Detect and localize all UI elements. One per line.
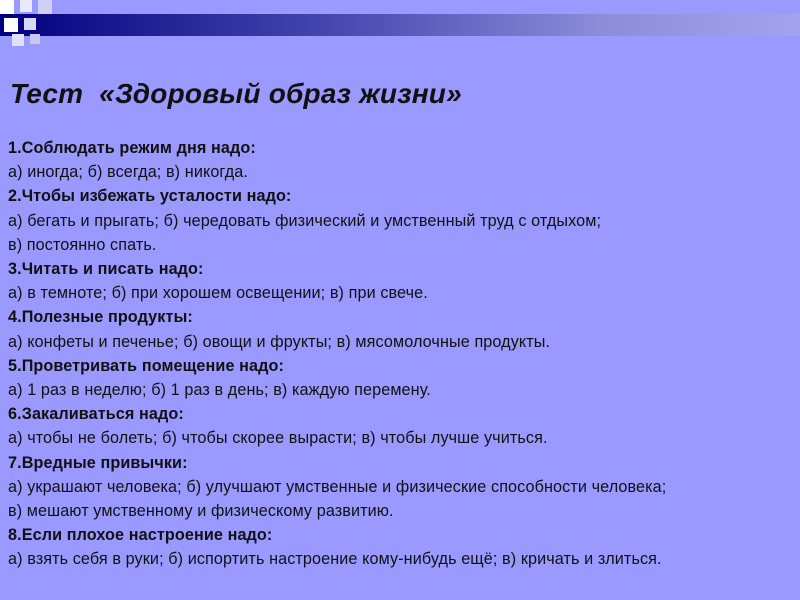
decorative-square [24,18,36,30]
answer-options: в) мешают умственному и физическому развитию. [8,502,394,521]
answer-options: а) конфеты и печенье; б) овощи и фрукты; в) мясомолочные продукты. [8,332,551,351]
slide-title: Тест «Здоровый образ жизни» [10,78,462,109]
question-text: 1.Соблюдать режим дня надо: [8,139,256,157]
answer-options: а) взять себя в руки; б) испортить настроение кому-нибудь ещё; в) кричать и злиться. [8,550,662,569]
decorative-square [0,0,14,14]
answer-options: а) украшают человека; б) улучшают умственные и физические способности человека; [8,477,667,496]
answer-options: а) иногда; б) всегда; в) никогда. [8,163,248,182]
decorative-square [12,34,24,46]
decorative-square [20,0,32,12]
question-text: 2.Чтобы избежать усталости надо: [8,187,292,206]
question-text: 8.Если плохое настроение надо: [8,526,273,545]
question-text: 6.Закаливаться надо: [8,405,184,424]
question-text: 7.Вредные привычки: [8,453,188,472]
quiz-questions [8,136,800,572]
question-text: 4.Полезные продукты: [8,308,193,327]
answer-options: а) в темноте; б) при хорошем освещении; в) при свече. [8,284,428,303]
answer-options: а) 1 раз в неделю; б) 1 раз в день; в) каждую перемену. [8,381,431,400]
decorative-square [38,0,52,14]
answer-options: в) постоянно спать. [8,235,157,254]
decorative-squares [0,0,70,50]
question-text: 5.Проветривать помещение надо: [8,356,284,375]
decorative-square [4,18,18,32]
header-gradient-bar [0,14,800,36]
question-text: 3.Читать и писать надо: [8,260,204,279]
answer-options: а) бегать и прыгать; б) чередовать физический и умственный труд с отдыхом; [8,211,602,230]
decorative-square [30,34,40,44]
answer-options: а) чтобы не болеть; б) чтобы скорее вырасти; в) чтобы лучше учиться. [8,429,548,448]
